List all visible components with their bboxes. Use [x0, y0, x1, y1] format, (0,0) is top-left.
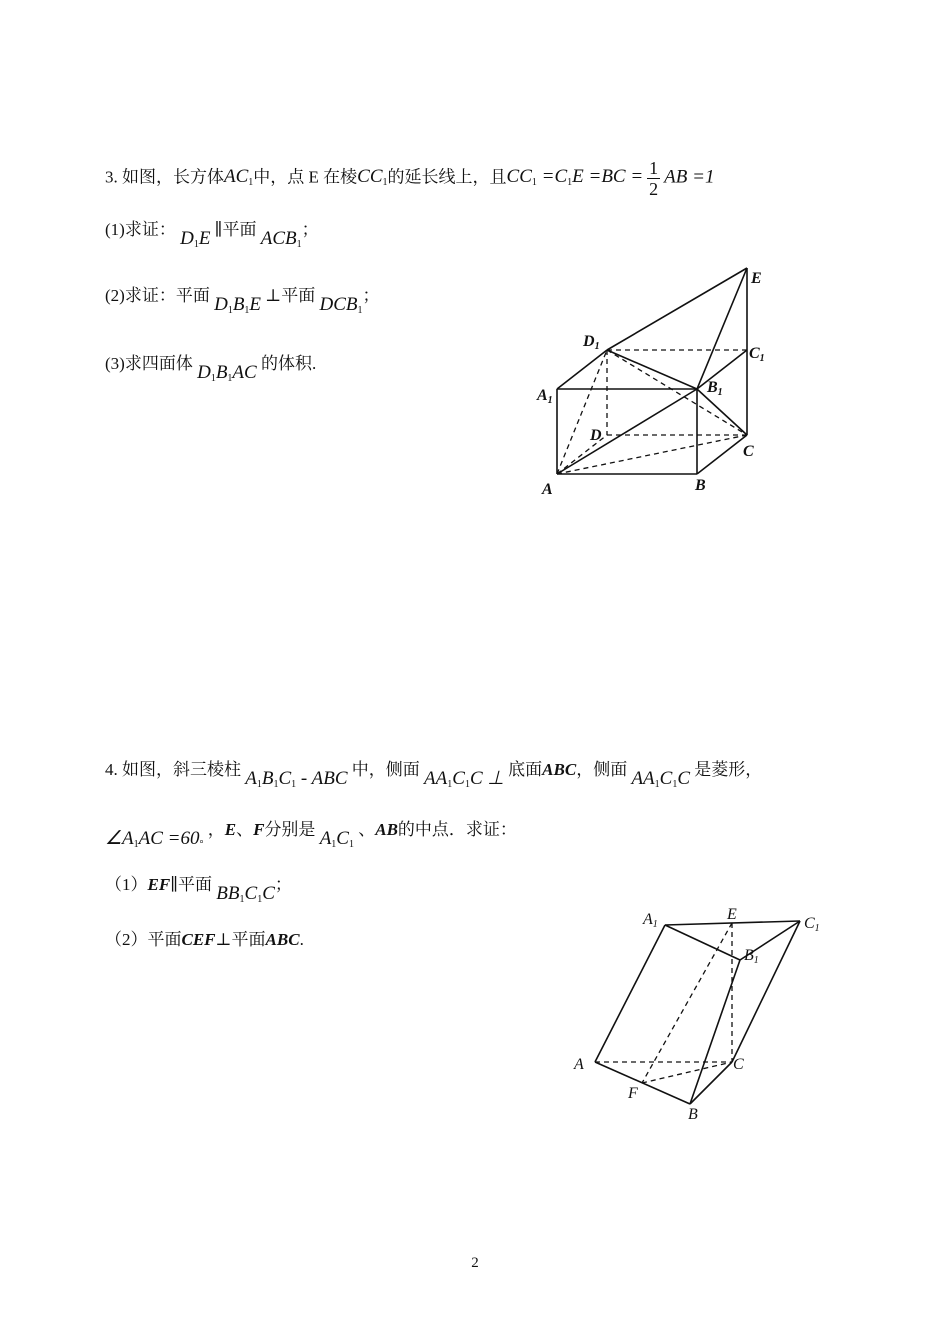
q3-p1-rel: ∥平面 — [214, 220, 257, 239]
q3-label-D1: D1 — [583, 333, 600, 352]
q4-label-A: A — [574, 1056, 584, 1073]
q3-p1-acb1: ACB1 — [260, 228, 302, 250]
q4-l2-mid: ， — [207, 820, 225, 839]
q3-cc1: CC1 — [357, 166, 388, 189]
q4-solid-edges — [595, 921, 800, 1104]
q4-mid1: 中，侧面 — [351, 760, 420, 779]
q4-face1: AA1C1C ⊥ — [424, 768, 504, 790]
q3-p1-label: (1)求证： — [105, 220, 176, 239]
q3-label-C1: C1 — [749, 345, 765, 364]
q4-sep: 、 — [236, 820, 254, 839]
q3-p2-end: ； — [362, 286, 380, 305]
q4-a1c1: A1C1 — [319, 828, 354, 850]
q3-label-B1: B1 — [707, 379, 723, 398]
q4-label-C1: C1 — [804, 915, 820, 934]
q3-solid-edges — [557, 268, 747, 474]
q4-label-F: F — [628, 1085, 638, 1102]
q3-p1-d1e: D1E — [180, 228, 211, 250]
q4-p1-rel: ∥平面 — [170, 875, 213, 894]
q3-figure — [0, 0, 950, 560]
q4-figure — [0, 880, 950, 1140]
q4-ab: AB — [375, 820, 398, 839]
q4-mid2: 底面 — [508, 760, 543, 779]
q3-vertex-labels — [536, 270, 765, 498]
q4-label-C: C — [733, 1056, 744, 1073]
q4-p1-ef: EF — [147, 875, 171, 894]
q4-angle: ∠A1AC =60° — [105, 828, 204, 850]
q4-p1-end: ； — [274, 875, 292, 894]
q4-point-f: F — [253, 820, 265, 839]
q4-p2-abc: ABC — [265, 930, 300, 949]
q3-equation: CC1 =C1E =BC = — [506, 166, 644, 189]
q3-p2-dcb1: DCB1 — [319, 294, 363, 316]
q4-label-B: B — [688, 1106, 698, 1123]
q4-p2-cef: CEF — [181, 930, 216, 949]
q4-point-e: E — [224, 820, 237, 839]
q4-l2-end: 的中点．求证： — [397, 820, 517, 839]
q3-p2-rel: ⊥平面 — [265, 286, 316, 305]
q3-label-C: C — [743, 443, 754, 460]
q4-statement-line2 — [105, 818, 517, 848]
q4-face2: AA1C1C — [631, 768, 691, 790]
q3-label-D: D — [590, 427, 602, 444]
q4-statement — [105, 758, 762, 788]
q4-prism: A1B1C1 - ABC — [245, 768, 348, 790]
q4-mid3: ，侧面 — [576, 760, 628, 779]
q4-vertex-labels — [573, 906, 820, 1123]
q4-label-A1: A1 — [643, 911, 658, 930]
q4-l2-mid3: 、 — [358, 820, 376, 839]
q4-l2-mid2: 分别是 — [264, 820, 316, 839]
q3-hidden-edges — [557, 350, 747, 474]
q3-p3-end: 的体积. — [260, 354, 317, 373]
q3-p2-label: (2)求证：平面 — [105, 286, 210, 305]
q4-abc: ABC — [542, 760, 577, 779]
q3-fraction: $\frac{1}{2}$ — [649, 158, 659, 199]
q3-p3-label: (3)求四面体 — [105, 354, 193, 373]
q4-lead: 4. 如图，斜三棱柱 — [105, 760, 241, 779]
page-number: 2 — [471, 1255, 479, 1271]
q4-p1-label: （1） — [105, 875, 148, 894]
q4-label-B1: B1 — [744, 947, 759, 966]
q3-label-A1: A1 — [537, 387, 553, 406]
q3-label-A: A — [542, 481, 553, 498]
q3-p1-end: ； — [301, 220, 319, 239]
q3-eq-ab: AB =1 — [664, 166, 715, 188]
q4-p1-face: BB1C1C — [216, 883, 275, 905]
q3-label-E: E — [751, 270, 762, 287]
q4-label-E: E — [727, 906, 737, 923]
q3-mid2: 的延长线上，且 — [387, 167, 507, 187]
q3-label-B: B — [695, 477, 706, 494]
q4-p2-rel: ⊥平面 — [215, 930, 266, 949]
q3-ac1: AC1 — [224, 166, 254, 189]
q3-mid1: 中，点 E 在棱 — [253, 167, 358, 187]
q4-p2-label: （2）平面 — [105, 930, 182, 949]
q3-lead: 3. 如图，长方体 — [105, 167, 224, 187]
q3-p3-tetra: D1B1AC — [197, 362, 257, 384]
q4-p2-end: . — [299, 930, 304, 949]
q3-p2-d1b1e: D1B1E — [214, 294, 262, 316]
q4-mid4: 是菱形， — [694, 760, 763, 779]
